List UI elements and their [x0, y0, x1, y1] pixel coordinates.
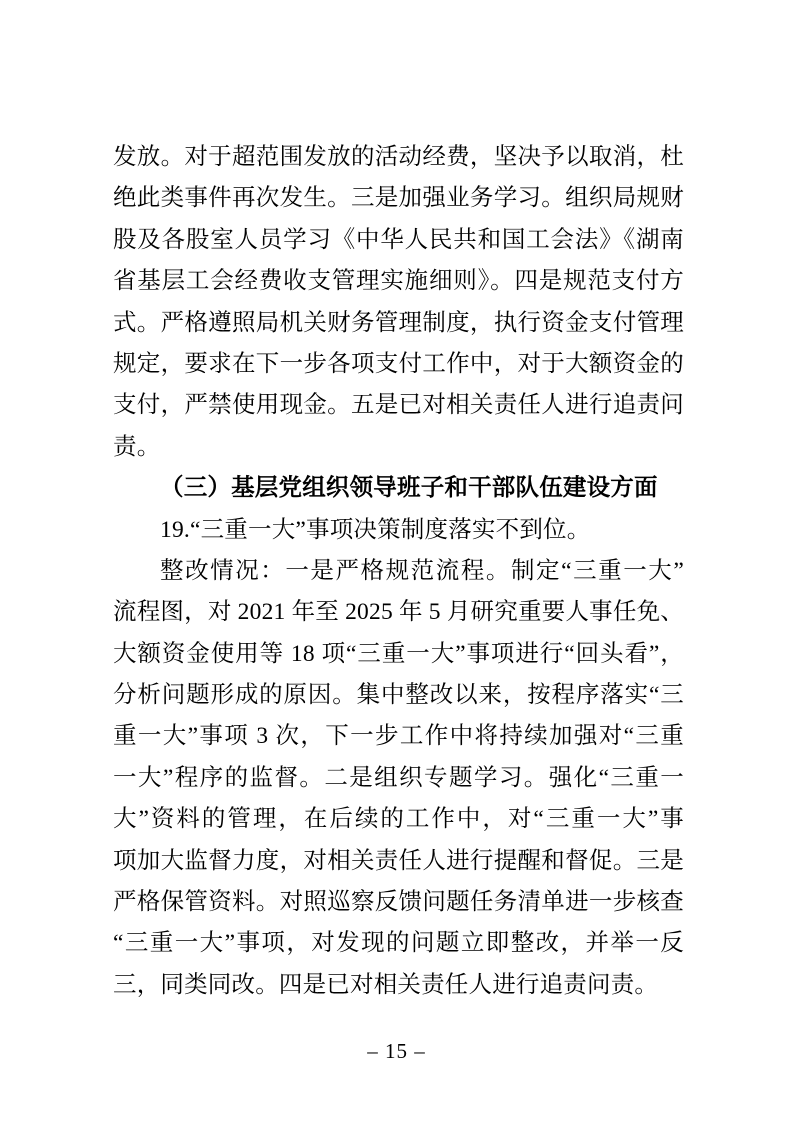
section-heading: （三）基层党组织领导班子和干部队伍建设方面 — [160, 475, 658, 502]
issue-item-title: 19.“三重一大”事项决策制度落实不到位。 — [160, 516, 591, 543]
text-line: 绝此类事件再次发生。三是加强业务学习。组织局规财 — [113, 185, 684, 212]
text-line: “三重一大”事项，对发现的问题立即整改，并举一反 — [113, 930, 684, 957]
text-line: 股及各股室人员学习《中华人民共和国工会法》《湖南 — [113, 226, 684, 253]
text-line: 大”资料的管理，在后续的工作中，对“三重一大”事 — [113, 806, 684, 833]
text-line: 责。 — [113, 433, 161, 460]
text-line: 规定，要求在下一步各项支付工作中，对于大额资金的 — [113, 350, 684, 377]
text-line: 一大”程序的监督。二是组织专题学习。强化“三重一 — [113, 764, 684, 791]
document-body — [113, 137, 684, 1006]
text-line: 支付，严禁使用现金。五是已对相关责任人进行追责问 — [113, 392, 684, 419]
text-line: 三，同类同改。四是已对相关责任人进行追责问责。 — [113, 971, 659, 998]
text-line: 项加大监督力度，对相关责任人进行提醒和督促。三是 — [113, 847, 684, 874]
text-line: 重一大”事项 3 次，下一步工作中将持续加强对“三重 — [113, 723, 684, 750]
page-number: – 15 – — [367, 1039, 426, 1063]
text-line: 发放。对于超范围发放的活动经费，坚决予以取消，杜 — [113, 144, 684, 170]
text-line: 严格保管资料。对照巡察反馈问题任务清单进一步核查 — [113, 889, 684, 916]
text-line: 大额资金使用等 18 项“三重一大”事项进行“回头看”， — [113, 640, 684, 667]
text-line: 流程图，对 2021 年至 2025 年 5 月研究重要人事任免、 — [113, 599, 684, 626]
text-line: 式。严格遵照局机关财务管理制度，执行资金支付管理 — [113, 309, 684, 336]
text-line: 分析问题形成的原因。集中整改以来，按程序落实“三 — [113, 682, 684, 709]
text-line: 省基层工会经费收支管理实施细则》。四是规范支付方 — [113, 268, 684, 295]
text-line: 整改情况：一是严格规范流程。制定“三重一大” — [160, 557, 684, 584]
